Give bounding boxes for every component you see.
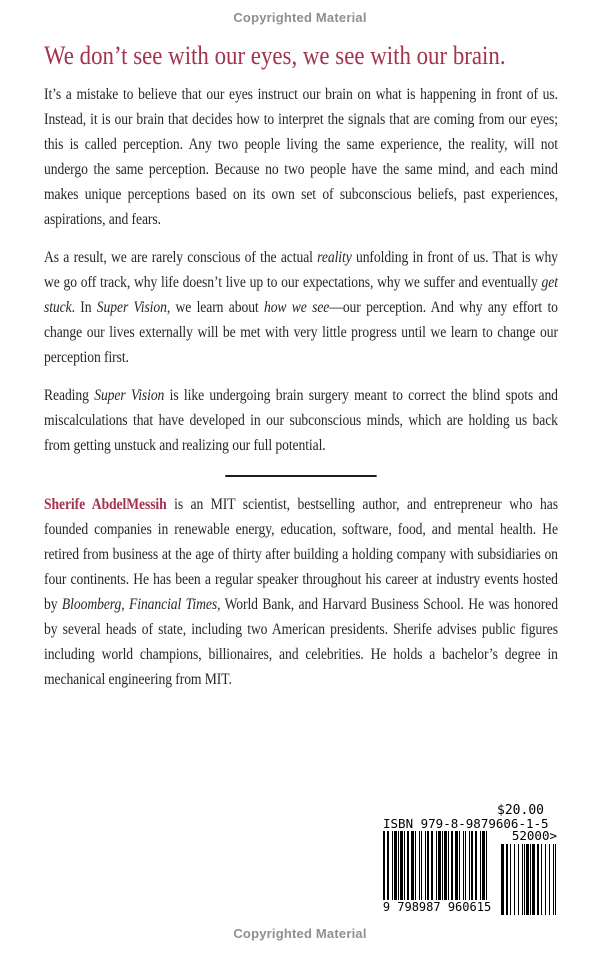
isbn-label: ISBN 979-8-9879606-1-5 bbox=[383, 816, 549, 831]
text-segment: Super Vision bbox=[96, 299, 167, 316]
text-segment: . In bbox=[71, 299, 97, 316]
copyright-notice-top: Copyrighted Material bbox=[233, 10, 367, 25]
text-segment: It’s a mistake to believe that our eyes instruct our brain on what is happening in front of us. Instead, it is our brain that decides how to interpret the signals that are coming from our eyes; this is called perception. Any two people living the same experience, the reality, will not undergo the same perception. Because no two people have the same mind, and each mind makes unique perceptions based on its own set of subconscious beliefs, past experiences, aspirations, and fears. bbox=[44, 86, 558, 228]
text-segment: get stuck bbox=[44, 274, 558, 316]
text-segment: —our perception. And why any effort to change our lives externally will be met with very little progress until we learn to change our perception first. bbox=[44, 299, 558, 366]
text-segment: unfolding in front of us. That is why we go off track, why life doesn’t live up to our expectations, why we suffer and eventually bbox=[44, 249, 558, 291]
text-segment: is like undergoing brain surgery meant to correct the blind spots and miscalculations that have developed in our subconscious minds, which are holding us back from getting unstuck and realizing our full potential. bbox=[44, 387, 558, 454]
ean13-barcode bbox=[383, 831, 487, 902]
price-label: $20.00 bbox=[497, 803, 544, 818]
ean5-supplement-barcode bbox=[501, 844, 557, 915]
text-segment: World Bank, and Harvard Business School. He was honored by several heads of state, including two American presidents. Sherife advises public figures including world champions, billionaires, and celebrities. He holds a bachelor’s degree in mechanical engineering from MIT. bbox=[44, 596, 558, 688]
copyright-notice-bottom: Copyrighted Material bbox=[233, 926, 367, 941]
text-segment: Super Vision bbox=[94, 387, 165, 404]
text-segment: Sherife AbdelMessih bbox=[44, 496, 167, 513]
text-segment: As a result, we are rarely conscious of the actual bbox=[44, 249, 318, 266]
barcode-block bbox=[383, 804, 557, 916]
text-segment: reality bbox=[317, 249, 352, 266]
text-segment: Bloomberg, Financial Times, bbox=[61, 596, 221, 613]
text-column bbox=[44, 40, 558, 705]
text-segment: is an MIT scientist, bestselling author, and entrepreneur who has founded companies in renewable energy, education, software, food, and mental health. He retired from business at the age of thirty after building a holding company with subsidiaries on four continents. He has been a regular speaker throughout his career at industry events hosted by bbox=[44, 496, 558, 613]
paragraph-reality bbox=[44, 245, 558, 370]
barcode-space bbox=[556, 844, 557, 915]
barcode-digits: 9 798987 960615 bbox=[379, 900, 495, 916]
supplement-barcode-block bbox=[501, 829, 557, 915]
text-segment: how we see bbox=[263, 299, 330, 316]
paragraph-brain-surgery bbox=[44, 383, 558, 458]
paragraph-perception bbox=[44, 82, 558, 232]
text-segment: , we learn about bbox=[166, 299, 264, 316]
price-code-label: 52000> bbox=[511, 828, 557, 843]
author-bio bbox=[44, 492, 558, 692]
text-segment: Reading bbox=[44, 387, 95, 404]
section-divider bbox=[225, 475, 376, 477]
barcode-bar bbox=[486, 831, 487, 902]
headline: We don’t see with our eyes, we see with our brain. bbox=[44, 41, 506, 70]
